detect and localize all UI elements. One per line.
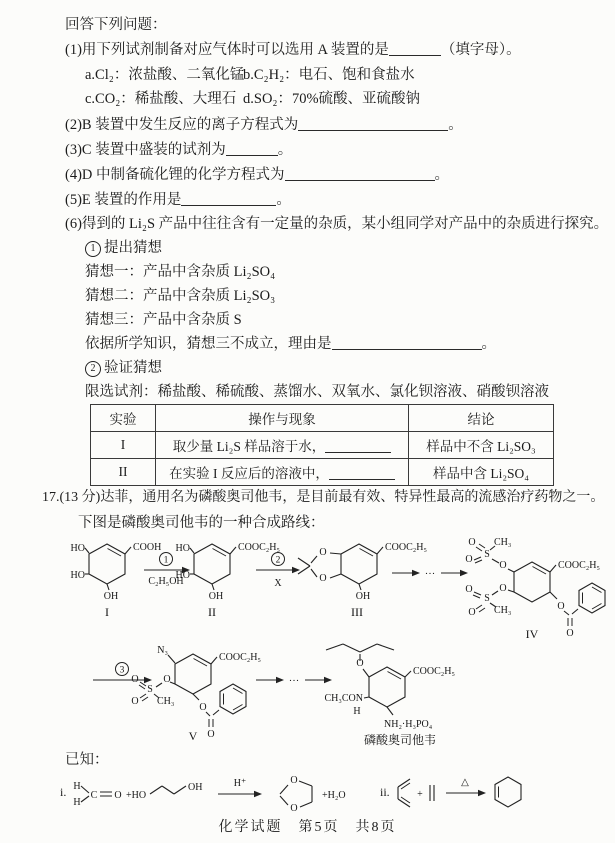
q16-part1-blank xyxy=(389,42,441,56)
acetamido-h: H xyxy=(353,706,361,717)
synthesis-route-row2 xyxy=(60,636,610,758)
compound-V-label: V xyxy=(188,729,198,743)
structure-III xyxy=(298,542,427,619)
compound-IV-label: IV xyxy=(525,627,539,641)
label-ho-1: HO xyxy=(70,543,85,554)
q16-part1-text: (1)用下列试剂制备对应气体时可以选用 A 装置的是 xyxy=(65,42,389,58)
q16-part3-text: (3)C 装置中盛装的试剂为 xyxy=(65,142,226,158)
label-ho-2: HO xyxy=(175,570,190,581)
known-label: 已知： xyxy=(65,752,109,768)
q16-part2-blank xyxy=(298,117,448,131)
mesylate-o-dbl2: O xyxy=(131,696,139,707)
q16-part2-text: (2)B 装置中发生反应的离子方程式为 xyxy=(65,117,299,133)
mesylate-ester-o: O xyxy=(163,674,171,685)
mesylate-o-dbl1: O xyxy=(131,674,139,685)
step1-reagent: C₂H₅OH xyxy=(148,576,184,587)
known-ii-label: ii. xyxy=(380,785,390,799)
reagents-line: 限选试剂：稀盐酸、稀硫酸、蒸馏水、双氧水、氯化钡溶液、硝酸钡溶液 xyxy=(85,384,549,400)
ether-o: O xyxy=(356,658,364,669)
label-oh: OH xyxy=(355,591,371,602)
row1-conclusion: 样品中不含 Li₂SO₃ xyxy=(409,432,554,459)
mesylate2-o-dbl2: O xyxy=(468,607,476,618)
reason-blank xyxy=(332,336,482,350)
mesylate2-ch3: CH₃ xyxy=(494,605,512,616)
mesylate1-ch3: CH₃ xyxy=(494,537,512,548)
label-cooet: COOC₂H₅ xyxy=(219,652,261,663)
known-reaction-ii xyxy=(380,777,521,807)
mesylate-ch3: CH₃ xyxy=(157,696,175,707)
q16-part3-blank xyxy=(226,142,278,156)
ellipsis: ··· xyxy=(288,676,300,687)
mesylate2-s: S xyxy=(484,593,490,604)
label-oh: OH xyxy=(208,591,224,602)
step2-reagent-x: X xyxy=(274,578,282,589)
experiment-table xyxy=(90,404,554,486)
guess-3: 猜想三：产品中含杂质 S xyxy=(85,312,242,328)
q16-part1-suffix: （填字母）。 xyxy=(440,42,521,58)
q16-part4-text: (4)D 中制备硫化锂的化学方程式为 xyxy=(65,167,285,183)
circled-1: 1 xyxy=(85,241,101,257)
col-header-operation: 操作与现象 xyxy=(156,405,409,432)
formaldehyde-h2: H xyxy=(73,797,81,808)
option-c: c.CO₂：稀盐酸、大理石 xyxy=(85,91,237,107)
reason-line xyxy=(85,335,496,353)
structure-oseltamivir-phosphate xyxy=(325,644,455,747)
q16-part5-period: 。 xyxy=(276,192,291,208)
table-row xyxy=(91,432,554,459)
plus-sign: + xyxy=(417,789,423,800)
step3-number: 3 xyxy=(119,665,125,676)
mesylate-s: S xyxy=(147,684,153,695)
benzoate-carbonyl-o: O xyxy=(207,729,215,740)
q16-part4-blank xyxy=(285,167,435,181)
structure-IV xyxy=(465,537,605,641)
q16-part5-text: (5)E 装置的作用是 xyxy=(65,192,182,208)
step1-number: 1 xyxy=(163,555,169,566)
reason-period: 。 xyxy=(481,336,496,352)
label-cooet: COOC₂H₅ xyxy=(558,560,600,571)
row2-blank xyxy=(329,466,395,480)
table-header-row xyxy=(91,405,554,432)
label-ho-2: HO xyxy=(70,570,85,581)
q16-part4-period: 。 xyxy=(434,167,450,183)
subsection-2-title: 验证猜想 xyxy=(104,360,162,376)
glycol-oh: OH xyxy=(188,782,203,793)
q16-part5 xyxy=(65,191,291,209)
acetamido-group: CH₃CON xyxy=(324,693,363,704)
q16-part3 xyxy=(65,141,292,159)
answer-questions-heading: 回答下列问题： xyxy=(65,17,167,33)
q16-part2-period: 。 xyxy=(448,117,463,133)
option-a: a.Cl₂：浓盐酸、二氧化锰 xyxy=(85,67,245,83)
benzoate-carbonyl-o: O xyxy=(566,628,574,639)
q16-part6: (6)得到的 Li₂S 产品中往往含有一定量的杂质，某小组同学对产品中的杂质进行探究。 xyxy=(65,216,609,232)
arrow-step3 xyxy=(93,663,152,684)
arrow-step2 xyxy=(256,553,300,590)
known-reaction-i xyxy=(60,775,346,814)
q16-part5-blank xyxy=(181,192,276,206)
label-oh: OH xyxy=(103,591,119,602)
benzoate-o: O xyxy=(199,702,207,713)
subsection-2 xyxy=(85,359,162,377)
reason-text: 依据所学知识，猜想三不成立，理由是 xyxy=(85,336,332,352)
step2-number: 2 xyxy=(275,555,281,566)
structure-V xyxy=(131,645,261,743)
dioxolane-o-top: O xyxy=(290,775,298,786)
option-b: b.C₂H₂：电石、饱和食盐水 xyxy=(243,67,415,83)
compound-I-label: I xyxy=(105,605,109,619)
subsection-1 xyxy=(85,239,162,257)
formaldehyde-c: C xyxy=(90,790,98,801)
q16-part1 xyxy=(65,41,521,59)
arrow-ellipsis-2 xyxy=(256,676,332,687)
circled-2: 2 xyxy=(85,361,101,377)
col-header-experiment: 实验 xyxy=(91,405,156,432)
mesylate1-ester-o: O xyxy=(499,560,507,571)
benzoate-o: O xyxy=(557,601,565,612)
structure-II xyxy=(176,542,280,619)
subsection-1-title: 提出猜想 xyxy=(104,240,162,256)
option-d: d.SO₂：70%硫酸、亚硫酸钠 xyxy=(243,91,421,107)
ellipsis: ··· xyxy=(424,569,436,580)
q17-stem: 17.(13 分)达菲，通用名为磷酸奥司他韦，是目前最有效、特异性最高的流感治疗药物之一。 xyxy=(42,490,605,505)
row1-blank xyxy=(325,439,391,453)
arrow-ellipsis-1 xyxy=(392,569,468,580)
synthesis-route-row1 xyxy=(60,528,610,648)
mesylate1-o-dbl1: O xyxy=(468,537,476,548)
delta-heat: △ xyxy=(461,777,469,788)
plus-ho: +HO xyxy=(126,790,147,801)
mesylate2-o-dbl1: O xyxy=(465,584,473,595)
page-footer: 化学试题 第5页 共8页 xyxy=(218,820,397,835)
acetonide-o-top: O xyxy=(319,547,327,558)
azide-n3: N₃ xyxy=(157,645,168,656)
dioxolane-o-bottom: O xyxy=(290,803,298,814)
mesylate1-o-dbl2: O xyxy=(465,554,473,565)
q16-part3-period: 。 xyxy=(277,142,293,158)
acetonide-o-bottom: O xyxy=(319,573,327,584)
row1-operation-text: 取少量 Li₂S 样品溶于水， xyxy=(172,439,326,454)
row2-id: II xyxy=(91,459,156,486)
plus-water: +H₂O xyxy=(322,790,346,801)
guess-1: 猜想一：产品中含杂质 Li₂SO₄ xyxy=(85,264,276,280)
q17-stem-line2: 下图是磷酸奥司他韦的一种合成路线： xyxy=(78,515,325,531)
label-cooet: COOC₂H₅ xyxy=(385,542,427,553)
h-plus-catalyst: H⁺ xyxy=(233,778,247,789)
row2-conclusion: 样品中含 Li₂SO₄ xyxy=(409,459,554,486)
formaldehyde-o: O xyxy=(114,790,122,801)
label-ho-1: HO xyxy=(175,543,190,554)
q16-part4 xyxy=(65,166,449,184)
mesylate1-s: S xyxy=(484,549,490,560)
row2-operation-text: 在实验 I 反应后的溶液中， xyxy=(169,466,329,481)
table-row xyxy=(91,459,554,486)
label-cooh: COOH xyxy=(133,542,162,553)
col-header-conclusion: 结论 xyxy=(409,405,554,432)
known-i-label: i. xyxy=(60,785,67,799)
row1-operation xyxy=(156,432,409,459)
row1-id: I xyxy=(91,432,156,459)
compound-II-label: II xyxy=(208,605,216,619)
compound-III-label: III xyxy=(351,605,363,619)
amine-phosphate: NH₂·H₃PO₄ xyxy=(384,719,433,730)
label-cooet: COOC₂H₅ xyxy=(238,542,280,553)
row2-operation xyxy=(156,459,409,486)
mesylate2-ester-o: O xyxy=(499,583,507,594)
q16-part2 xyxy=(65,116,463,134)
formaldehyde-h1: H xyxy=(73,781,81,792)
product-name: 磷酸奥司他韦 xyxy=(363,733,437,747)
guess-2: 猜想二：产品中含杂质 Li₂SO₃ xyxy=(85,288,276,304)
known-reactions xyxy=(60,763,610,819)
label-cooet: COOC₂H₅ xyxy=(413,666,455,677)
